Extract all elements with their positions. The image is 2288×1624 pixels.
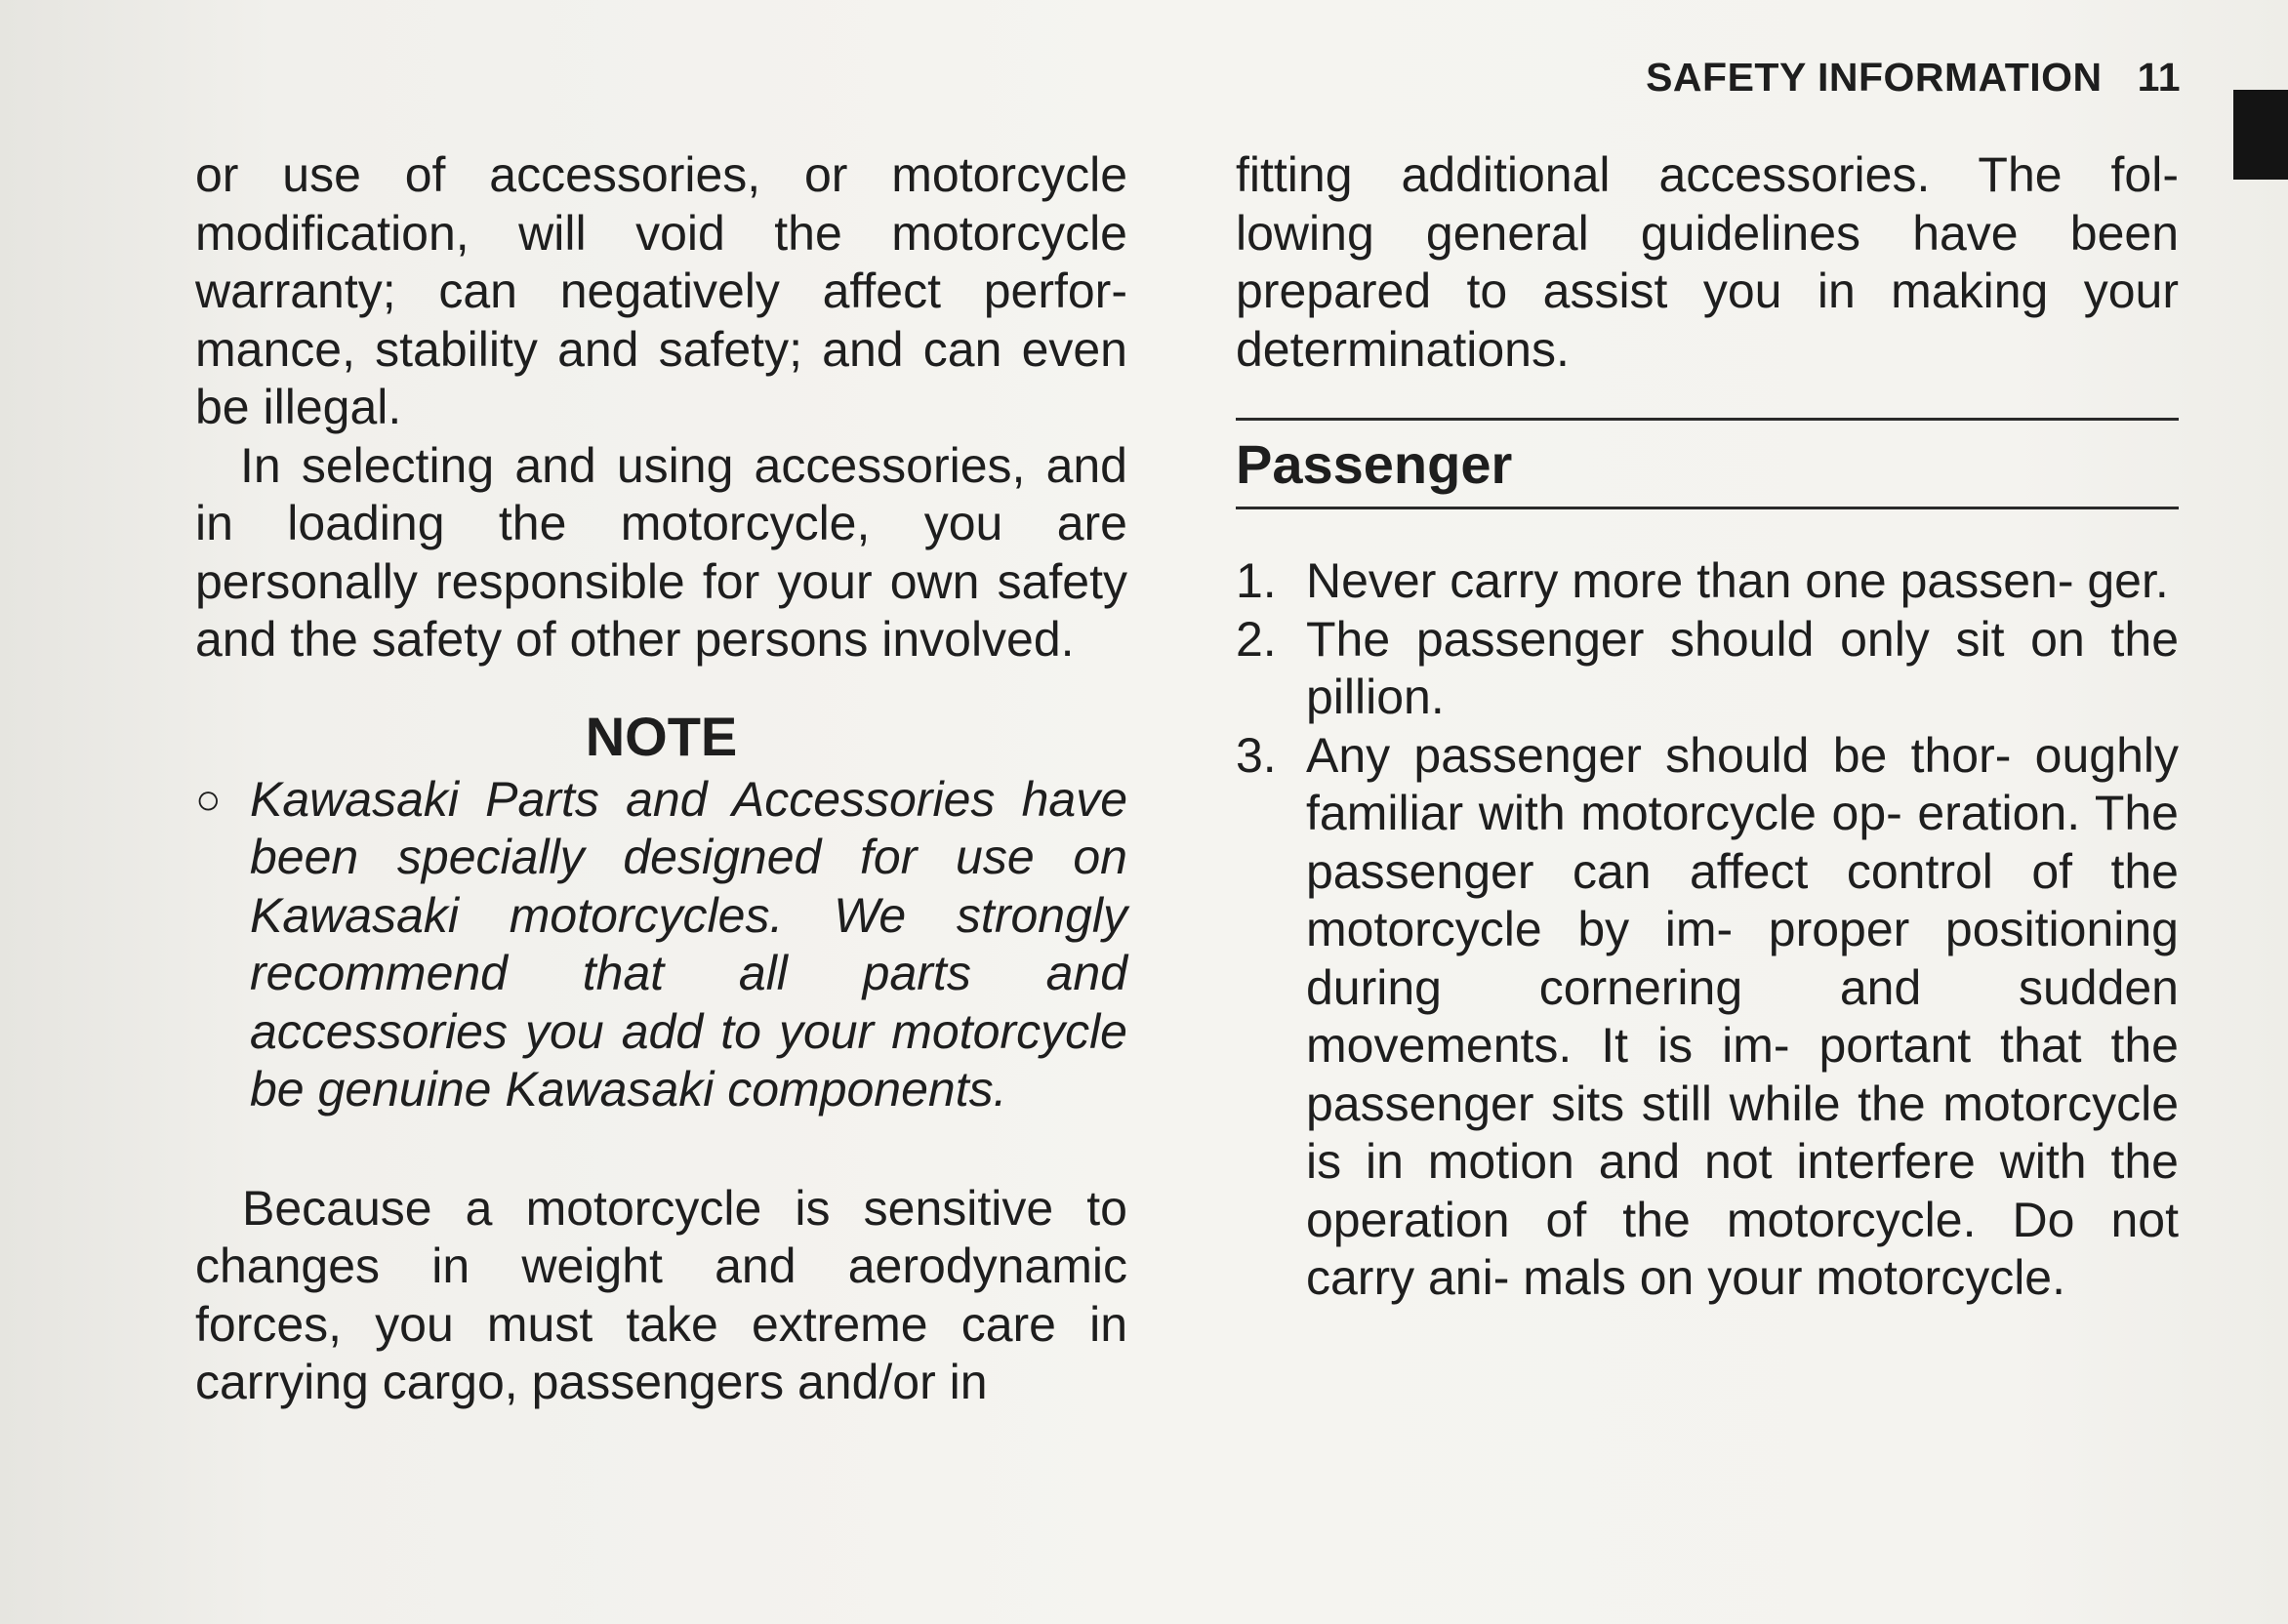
list-item-number: 2. <box>1236 611 1277 667</box>
section-heading-passenger: Passenger <box>1236 433 1513 495</box>
note-bullet-icon: ○ <box>195 775 222 824</box>
paragraph-accessories-warranty: or use of accessories, or motorcycle modification, will void the motorcycle warranty; can negatively affect perfor- mance, stability and safety; and can even be illegal. <box>195 147 1127 434</box>
paragraph-weight-sensitivity: Because a motorcycle is sensitive to changes in weight and aerodynamic forces, you must take extreme care in carrying cargo, passengers and/or in <box>195 1180 1127 1409</box>
paragraph-responsibility: In selecting and using accessories, and in loading the motorcycle, you are personally responsible for your own safety and the safety of other persons involved. <box>195 437 1127 667</box>
list-item-text: The passenger should only sit on the pillion. <box>1306 611 2179 724</box>
list-item <box>1236 727 2179 1308</box>
paragraph-guidelines: fitting additional accessories. The fol- lowing general guidelines have been prepared to assist you in making your determinations. <box>1236 147 2179 377</box>
list-item-number: 3. <box>1236 727 1277 783</box>
list-item <box>1236 552 2179 611</box>
right-column <box>1236 146 2179 1308</box>
page-number: 11 <box>2137 55 2181 100</box>
list-item-text: Never carry more than one passen- ger. <box>1306 553 2169 608</box>
note-heading: NOTE <box>585 705 738 767</box>
note-block <box>195 771 1127 1119</box>
list-item <box>1236 611 2179 727</box>
passenger-rules-list <box>1236 552 2179 1308</box>
list-item-number: 1. <box>1236 553 1277 608</box>
section-rule-top <box>1236 418 2179 421</box>
list-item-text: Any passenger should be thor- oughly familiar with motorcycle op- eration. The passenger can affect control of the motorcycle by im- proper positioning during cornering and sudden movements. It is im- portant that the passenger sits still while the motorcycle is in motion and not interfere with the operation of the motorcycle. Do not carry ani- mals on your motorcycle. <box>1306 727 2179 1305</box>
left-column <box>195 146 1127 1412</box>
running-head <box>1646 55 2181 101</box>
note-text: Kawasaki Parts and Accessories have been specially designed for use on Kawasaki motorcycles. We strongly recommend that all parts and accessories you add to your motorcycle be genuine Kawasaki components. <box>250 771 1127 1116</box>
section-title-header: SAFETY INFORMATION <box>1646 55 2103 100</box>
thumb-index-tab <box>2233 90 2288 180</box>
section-rule-bottom <box>1236 507 2179 509</box>
